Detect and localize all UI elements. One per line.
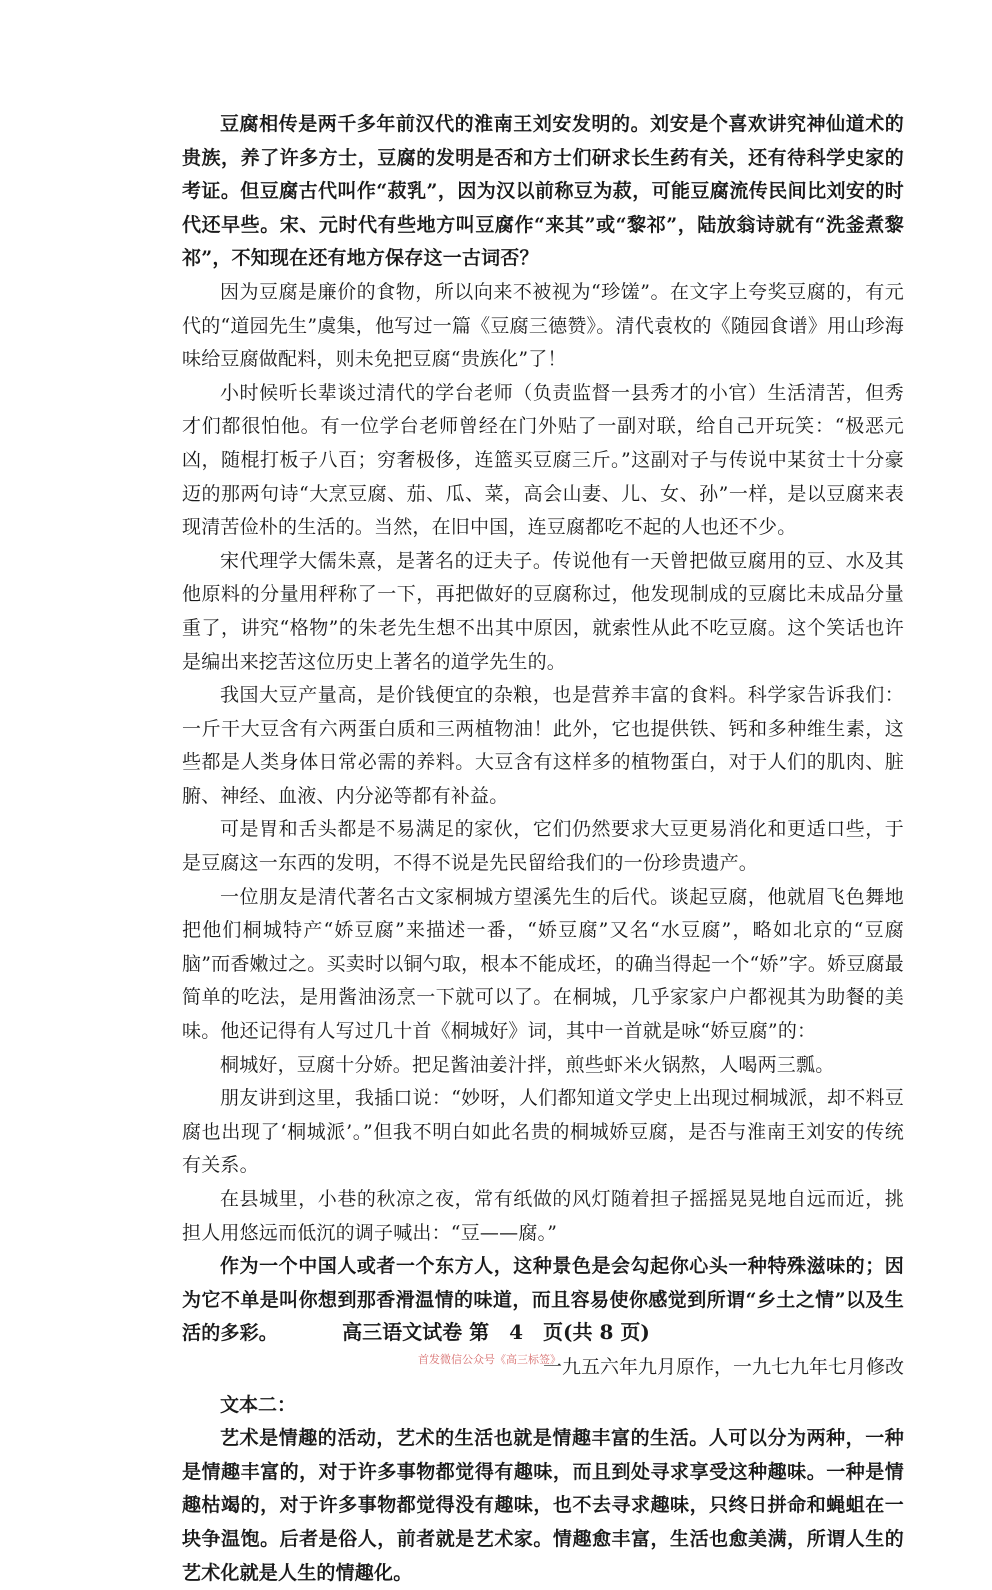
article-paragraph-4: 宋代理学大儒朱熹，是著名的迂夫子。传说他有一天曾把做豆腐用的豆、水及其他原料的分量用秤称了一下，再把做好的豆腐称过，他发现制成的豆腐比未成品分量重了，讲究“格物”的朱老先生想不出其中原因，就索性从此不吃豆腐。这个笑话也许是编出来挖苦这位历史上著名的道学先生的。 — [182, 549, 904, 673]
page-footer: 高三语文试卷 第 4 页(共 8 页) — [342, 1320, 650, 1344]
exam-page-body — [182, 108, 904, 1590]
article-paragraph-2: 因为豆腐是廉价的食物，所以向来不被视为“珍馐”。在文字上夸奖豆腐的，有元代的“道园先生”虞集，他写过一篇《豆腐三德赞》。清代袁枚的《随园食谱》用山珍海味给豆腐做配料，则未免把豆腐“贵族化”了！ — [182, 280, 904, 371]
article-paragraph-9: 在县城里，小巷的秋凉之夜，常有纸做的风灯随着担子摇摇晃晃地自远而近，挑担人用悠远而低沉的调子喊出：“豆——腐。” — [182, 1188, 904, 1244]
watermark-text: 首发微信公众号《高三标签》 — [418, 1352, 561, 1366]
text2-paragraph: 艺术是情趣的活动，艺术的生活也就是情趣丰富的生活。人可以分为两种，一种是情趣丰富的，对于许多事物都觉得有趣味，而且到处寻求享受这种趣味。一种是情趣枯竭的，对于许多事物都觉得没有趣味，也不去寻求趣味，只终日拼命和蝇蛆在一块争温饱。后者是俗人，前者就是艺术家。情趣愈丰富，生活也愈美满，所谓人生的艺术化就是人生的情趣化。 — [182, 1427, 904, 1584]
date-line-text: 一九五六年九月原作，一九七九年七月修改 — [542, 1355, 904, 1378]
article-paragraph-6: 可是胃和舌头都是不易满足的家伙，它们仍然要求大豆更易消化和更适口些，于是豆腐这一东西的发明，不得不说是先民留给我们的一份珍贵遗产。 — [182, 818, 904, 875]
article-paragraph-10: 作为一个中国人或者一个东方人，这种景色是会勾起你心头一种特殊滋味的；因为它不单是叫你想到那香滑温情的味道，而且容易使你感觉到所谓“乡土之情”以及生活的多彩。 — [182, 1255, 904, 1345]
date-line — [182, 1351, 904, 1385]
article-paragraph-5: 我国大豆产量高，是价钱便宜的杂粮，也是营养丰富的食料。科学家告诉我们：一斤干大豆含有六两蛋白质和三两植物油！此外，它也提供铁、钙和多种维生素，这些都是人类身体日常必需的养料。大豆含有这样多的植物蛋白，对于人们的肌肉、脏腑、神经、血液、内分泌等都有补益。 — [182, 684, 904, 807]
text2-heading: 文本二： — [220, 1393, 297, 1416]
article-paragraph-8: 朋友讲到这里，我插口说：“妙呀，人们都知道文学史上出现过桐城派，却不料豆腐也出现了‘桐城派’。”但我不明白如此名贵的桐城娇豆腐，是否与淮南王刘安的传统有关系。 — [182, 1087, 904, 1177]
article-paragraph-1: 豆腐相传是两千多年前汉代的淮南王刘安发明的。刘安是个喜欢讲究神仙道术的贵族，养了许多方士，豆腐的发明是否和方士们研求长生药有关，还有待科学史家的考证。但豆腐古代叫作“菽乳”，因为汉以前称豆为菽，可能豆腐流传民间比刘安的时代还早些。宋、元时代有些地方叫豆腐作“来其”或“黎祁”，陆放翁诗就有“洗釜煮黎祁”，不知现在还有地方保存这一古词否？ — [182, 113, 904, 270]
poem-line: 桐城好，豆腐十分娇。把足酱油姜汁拌，煎些虾米火锅熬，人喝两三瓢。 — [220, 1053, 835, 1076]
article-paragraph-3: 小时候听长辈谈过清代的学台老师（负责监督一县秀才的小官）生活清苦，但秀才们都很怕他。有一位学台老师曾经在门外贴了一副对联，给自己开玩笑：“极恶元凶，随棍打板子八百；穷奢极侈，连篮买豆腐三斤。”这副对子与传说中某贫士十分豪迈的那两句诗“大烹豆腐、茄、瓜、菜，高会山妻、儿、女、孙”一样，是以豆腐来表现清苦俭朴的生活的。当然，在旧中国，连豆腐都吃不起的人也还不少。 — [182, 381, 904, 539]
article-paragraph-7: 一位朋友是清代著名古文家桐城方望溪先生的后代。谈起豆腐，他就眉飞色舞地把他们桐城特产“娇豆腐”来描述一番，“娇豆腐”又名“水豆腐”，略如北京的“豆腐脑”而香嫩过之。买卖时以铜勺取，根本不能成坯，的确当得起一个“娇”字。娇豆腐最简单的吃法，是用酱油汤烹一下就可以了。在桐城，几乎家家户户都视其为助餐的美味。他还记得有人写过几十首《桐城好》词，其中一首就是咏“娇豆腐”的： — [182, 885, 904, 1043]
